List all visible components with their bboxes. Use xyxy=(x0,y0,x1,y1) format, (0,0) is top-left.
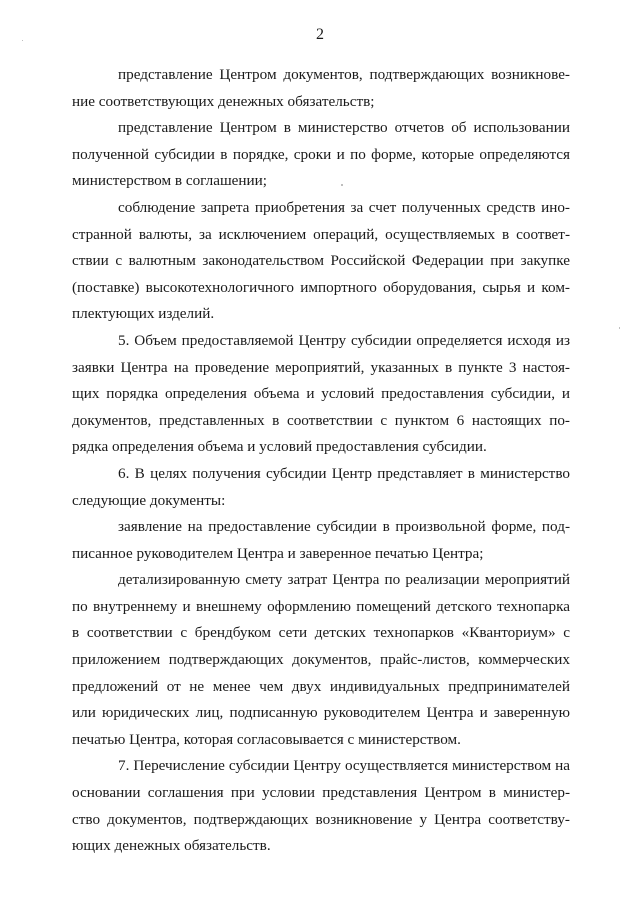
text-line: рядка определения объема и условий предоставления субсидии. xyxy=(72,438,487,456)
text-line: 7. Перечисление субсидии Центру осуществляется министерством на xyxy=(118,757,570,775)
text-line: 5. Объем предоставляемой Центру субсидии определяется исходя из xyxy=(118,331,570,349)
text-line: соблюдение запрета приобретения за счет полученных средств ино- xyxy=(118,198,570,216)
document-body xyxy=(72,62,570,860)
text-line: 6. В целях получения субсидии Центр представляет в министерство xyxy=(118,464,570,482)
text-line: заявки Центра на проведение мероприятий, указанных в пункте 3 настоя- xyxy=(72,358,570,376)
text-line: детализированную смету затрат Центра по реализации мероприятий xyxy=(118,571,570,589)
text-line: ние соответствующих денежных обязательств; xyxy=(72,92,375,110)
text-line: следующие документы: xyxy=(72,491,226,509)
text-line: основании соглашения при условии представления Центром в министер- xyxy=(72,784,570,802)
text-line: предложений от не менее чем двух индивидуальных предпринимателей xyxy=(72,677,570,695)
text-line: (поставке) высокотехнологичного импортного оборудования, сырья и ком- xyxy=(72,278,570,296)
page-number: 2 xyxy=(316,26,324,43)
text-line: приложением подтверждающих документов, прайс-листов, коммерческих xyxy=(72,651,570,669)
text-line: ствии с валютным законодательством Российской Федерации при закупке xyxy=(72,252,570,270)
text-line: странной валюты, за исключением операций, осуществляемых в соответ- xyxy=(72,225,570,243)
text-line: печатью Центра, которая согласовывается с министерством. xyxy=(72,730,461,748)
text-line: щих порядка определения объема и условий предоставления субсидии, и xyxy=(72,385,570,403)
text-line: представление Центром в министерство отчетов об использовании xyxy=(118,119,570,137)
text-line: по внутреннему и внешнему оформлению помещений детского технопарка xyxy=(72,597,570,615)
scan-speck xyxy=(341,184,343,186)
text-line: ство документов, подтверждающих возникновение у Центра соответству- xyxy=(72,810,570,828)
text-line: плектующих изделий. xyxy=(72,305,215,323)
text-line: документов, представленных в соответствии с пунктом 6 настоящих по- xyxy=(72,411,570,429)
scan-speck xyxy=(619,327,620,329)
text-line: писанное руководителем Центра и заверенное печатью Центра; xyxy=(72,544,484,562)
text-line: ющих денежных обязательств. xyxy=(72,837,271,855)
text-line: в соответствии с брендбуком сети детских технопарков «Кванториум» с xyxy=(72,624,570,642)
text-line: министерством в соглашении; xyxy=(72,172,267,190)
text-line: заявление на предоставление субсидии в произвольной форме, под- xyxy=(118,518,570,536)
text-line: или юридических лиц, подписанную руководителем Центра и заверенную xyxy=(72,704,570,722)
scan-speck xyxy=(22,40,23,41)
text-line: полученной субсидии в порядке, сроки и по форме, которые определяются xyxy=(72,145,570,163)
text-line: представление Центром документов, подтверждающих возникнове- xyxy=(118,66,570,83)
